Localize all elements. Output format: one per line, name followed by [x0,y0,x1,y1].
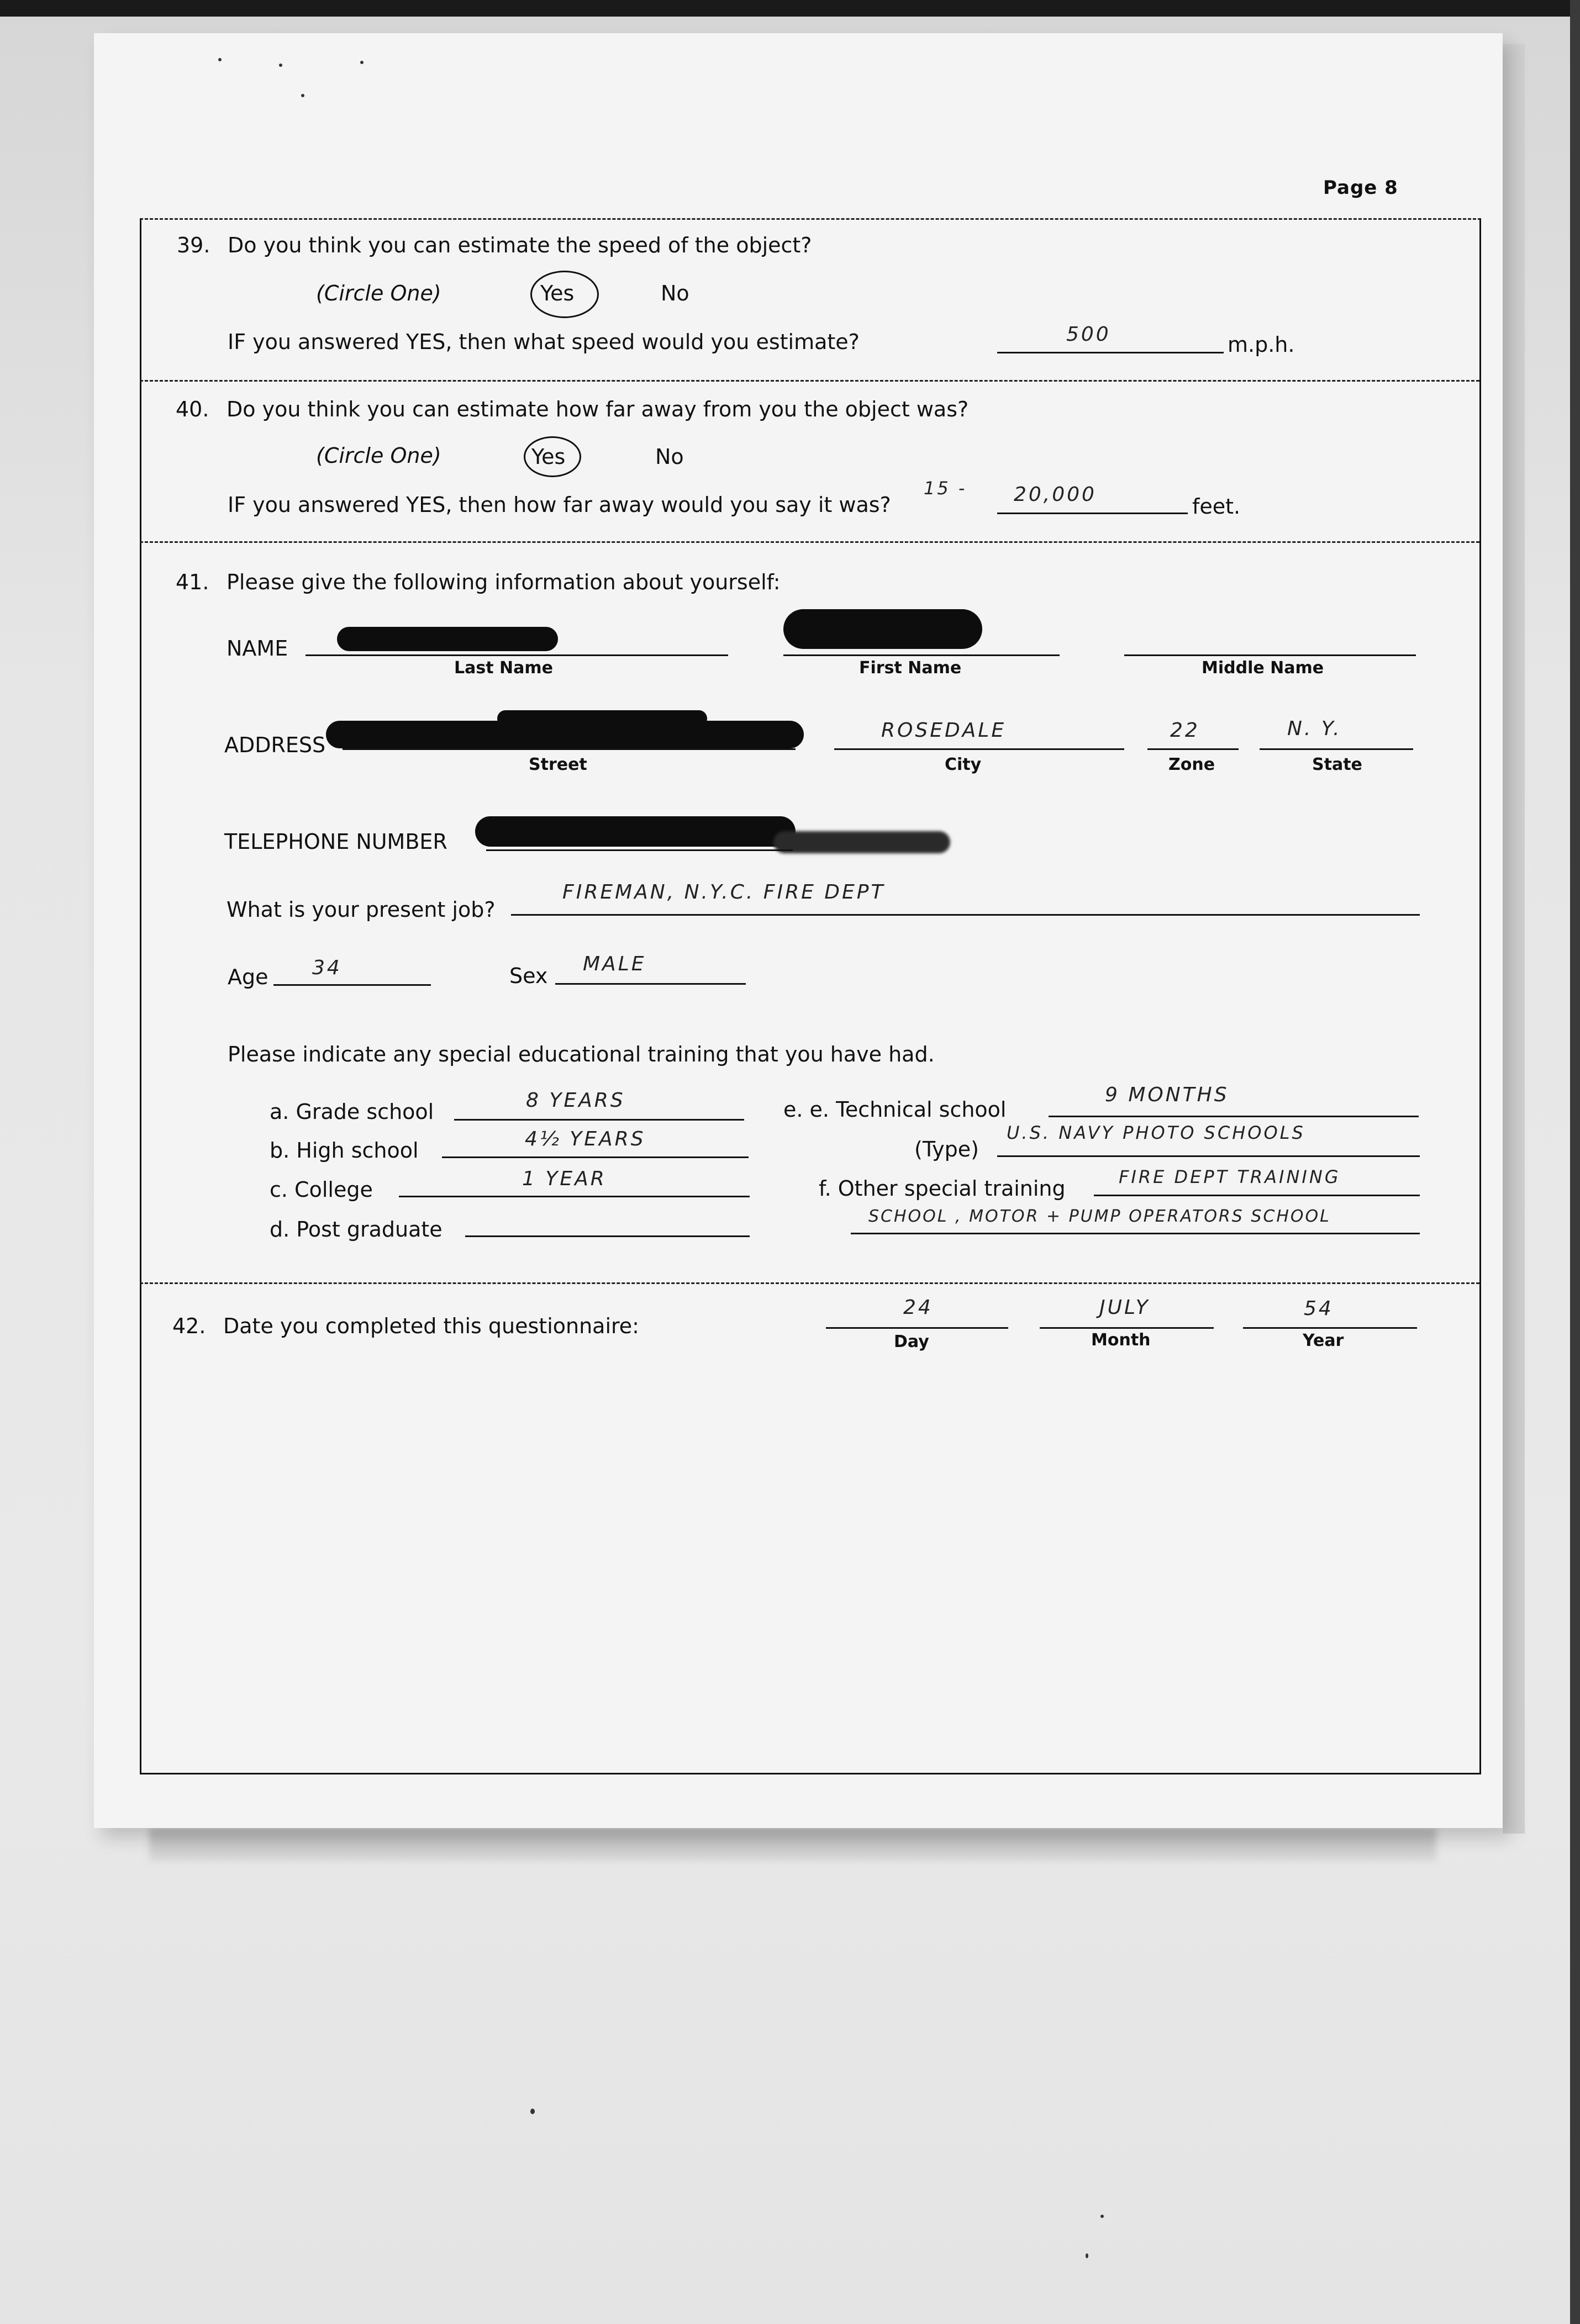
q40-number: 40. [176,397,209,421]
first-name-line [783,654,1060,656]
film-edge-right [1570,0,1580,2324]
training-type-answer[interactable]: U.S. NAVY PHOTO SCHOOLS [1007,1122,1305,1143]
q40-unit: feet. [1192,494,1241,519]
redaction-mark [475,816,796,847]
q40-answer-line [997,513,1188,514]
day-caption: Day [894,1332,929,1351]
page-number: Page 8 [1323,177,1398,199]
city-line [834,748,1124,750]
section-divider [140,541,1479,543]
street-line [343,748,796,750]
month-answer[interactable]: JULY [1099,1296,1150,1319]
street-caption: Street [529,755,587,774]
q39-speed-answer[interactable]: 500 [1066,323,1111,346]
last-name-line [306,654,728,656]
training-b-label: b. High school [270,1138,419,1163]
address-label: ADDRESS [224,733,326,757]
training-b-line [442,1156,749,1158]
q40-no-option[interactable]: No [655,445,684,469]
training-b-answer[interactable]: 4½ YEARS [525,1128,646,1150]
training-e-line [1049,1116,1419,1117]
q40-distance-prefix: 15 - [924,478,967,499]
section-divider [140,1282,1479,1284]
sex-label: Sex [509,964,548,988]
section-divider [140,380,1479,382]
scan-speck [1100,2215,1104,2218]
zone-caption: Zone [1168,755,1215,774]
middle-name-caption: Middle Name [1202,658,1324,678]
scan-speck [301,94,304,97]
q40-question: Do you think you can estimate how far away from you the object was? [227,397,969,421]
age-line [273,984,431,986]
q39-number: 39. [177,233,210,257]
training-d-line[interactable] [465,1235,750,1237]
job-label: What is your present job? [227,897,496,922]
paper-edge-shadow [1503,44,1525,1834]
q40-yes-option[interactable]: Yes [531,445,566,469]
training-f-label: f. Other special training [819,1176,1066,1201]
q41-number: 41. [176,570,209,594]
age-label: Age [228,965,268,989]
q39-unit: m.p.h. [1228,332,1295,357]
city-caption: City [945,755,982,774]
q40-circle-instruction: (Circle One) [316,443,441,468]
training-e-label: e. e. Technical school [783,1097,1007,1122]
scan-speck [279,64,282,67]
year-line [1243,1327,1417,1329]
scan-speck [530,2109,535,2114]
first-name-caption: First Name [859,658,962,678]
training-e-answer[interactable]: 9 MONTHS [1105,1084,1229,1106]
last-name-caption: Last Name [454,658,553,678]
q39-followup: IF you answered YES, then what speed would you estimate? [228,330,860,354]
city-answer[interactable]: ROSEDALE [881,719,1007,742]
training-c-label: c. College [270,1177,373,1202]
training-f-line [1094,1195,1420,1196]
sex-answer[interactable]: MALE [583,953,646,975]
training-type-line [997,1155,1420,1157]
training-f-line-2 [851,1233,1420,1234]
month-caption: Month [1091,1330,1151,1350]
film-edge [0,0,1580,17]
q39-circle-instruction: (Circle One) [316,281,441,305]
training-a-label: a. Grade school [270,1100,434,1124]
q40-followup: IF you answered YES, then how far away would you say it was? [228,493,891,517]
q40-distance-answer[interactable]: 20,000 [1014,483,1097,506]
year-caption: Year [1303,1331,1344,1350]
day-line [826,1327,1008,1329]
scan-speck [360,61,364,64]
zone-line [1147,748,1239,750]
training-c-line [399,1196,750,1197]
job-line [511,914,1420,916]
training-a-answer[interactable]: 8 YEARS [526,1089,625,1112]
q41-prompt: Please give the following information about yourself: [227,570,781,594]
training-prompt: Please indicate any special educational training that you have had. [228,1042,935,1066]
redaction-mark [337,627,558,651]
state-answer[interactable]: N. Y. [1287,717,1342,740]
scan-speck [1086,2253,1088,2258]
month-line [1040,1327,1214,1329]
scan-speck [218,58,222,61]
training-f-answer-1[interactable]: FIRE DEPT TRAINING [1119,1166,1341,1187]
year-answer[interactable]: 54 [1304,1297,1334,1320]
training-d-label: d. Post graduate [270,1217,443,1242]
training-type-label: (Type) [914,1137,979,1161]
sheet-shadow [149,1828,1436,1861]
middle-name-line[interactable] [1124,654,1416,656]
sex-line [555,983,746,985]
redaction-mark [783,609,982,649]
day-answer[interactable]: 24 [903,1296,933,1319]
telephone-line [486,849,793,851]
name-label: NAME [227,636,288,661]
redaction-mark [497,710,707,727]
state-line [1260,748,1413,750]
training-f-answer-2[interactable]: SCHOOL , MOTOR + PUMP OPERATORS SCHOOL [868,1207,1331,1226]
q39-question: Do you think you can estimate the speed of the object? [228,233,812,257]
training-a-line [454,1119,744,1121]
job-answer[interactable]: FIREMAN, N.Y.C. FIRE DEPT [562,881,886,904]
q42-prompt: Date you completed this questionnaire: [223,1314,639,1338]
q42-number: 42. [172,1314,206,1338]
q39-answer-line [997,352,1224,353]
q39-yes-option[interactable]: Yes [540,281,575,305]
zone-answer[interactable]: 22 [1170,719,1200,742]
training-c-answer[interactable]: 1 YEAR [522,1168,607,1190]
age-answer[interactable]: 34 [312,957,342,979]
telephone-label: TELEPHONE NUMBER [224,830,447,854]
state-caption: State [1312,755,1362,774]
q39-no-option[interactable]: No [661,281,689,305]
redaction-smear [773,831,950,853]
